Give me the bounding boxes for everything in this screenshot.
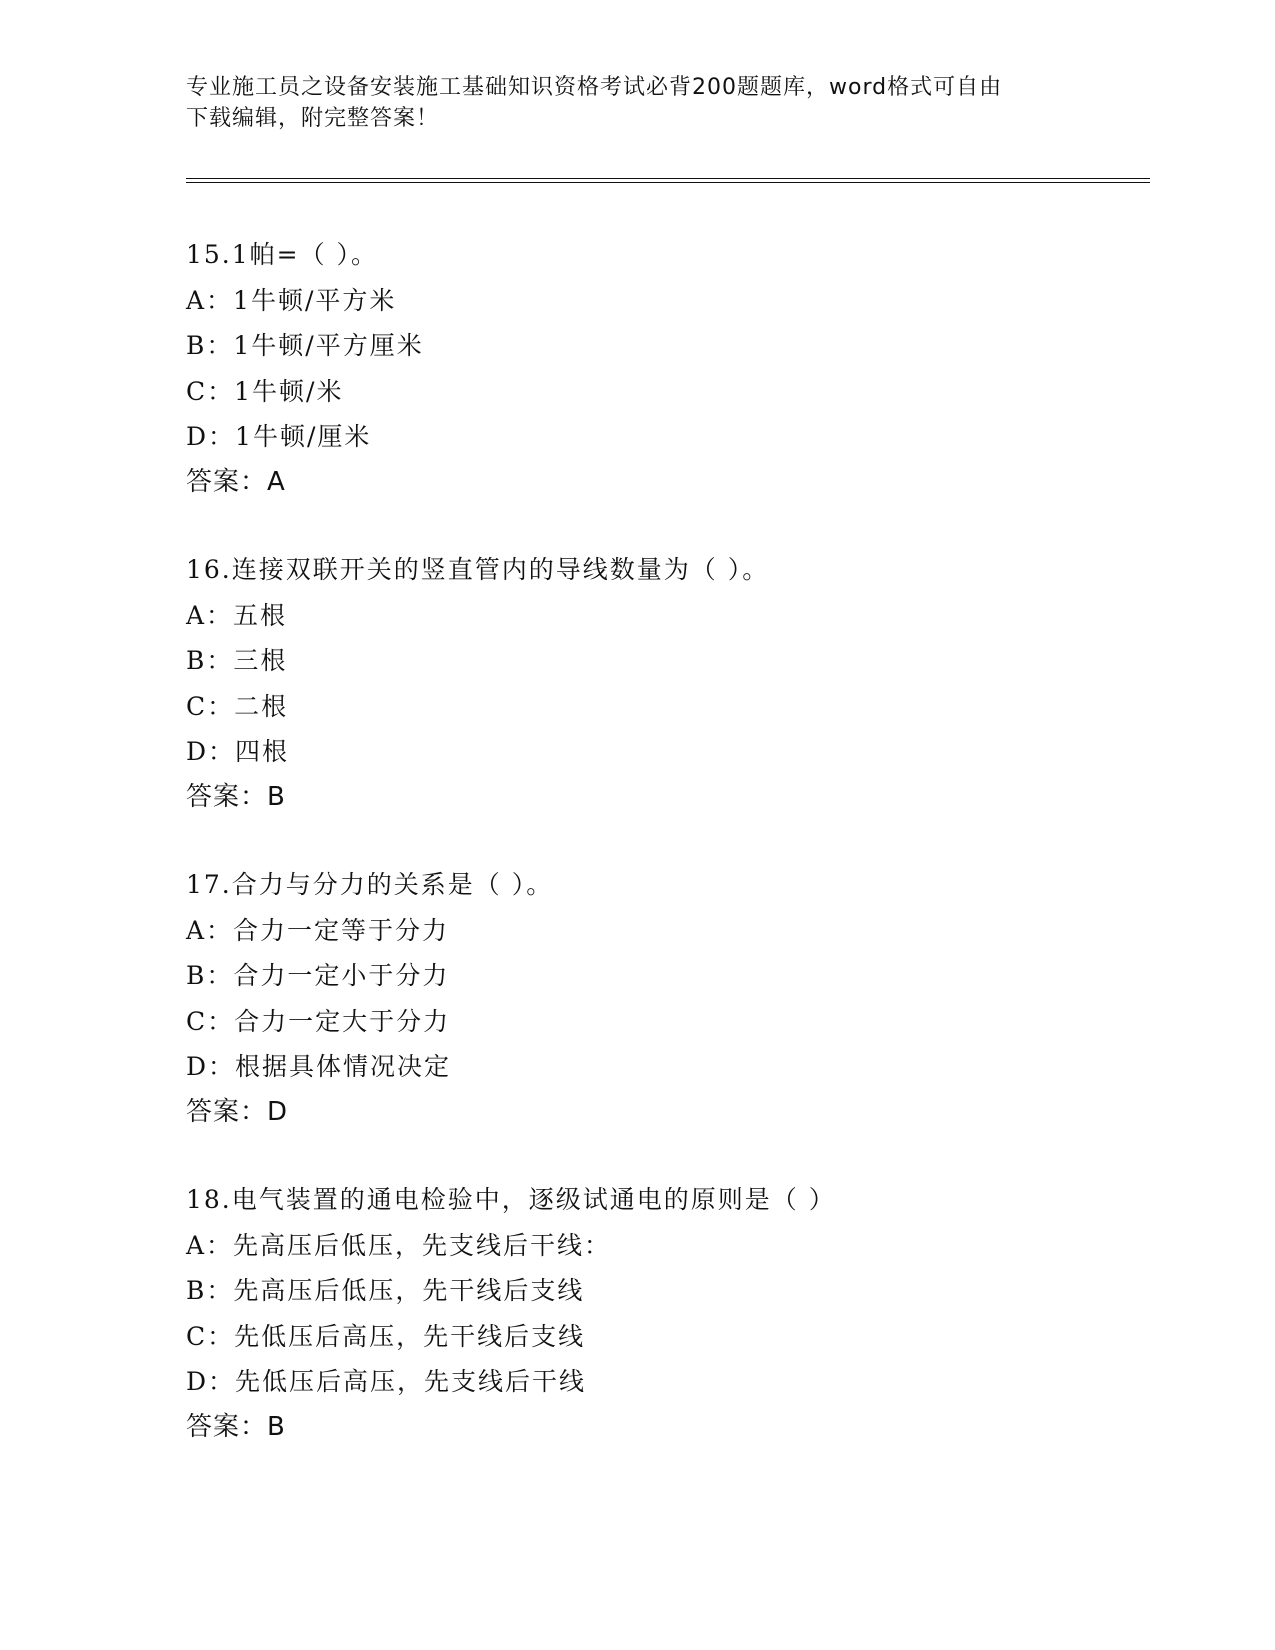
question-17: [186, 862, 1136, 1136]
option-b: B：合力一定小于分力: [186, 961, 450, 991]
option-a: A：1牛顿/平方米: [186, 285, 397, 315]
question-stem: 15.1帕=（ ）。: [186, 240, 379, 269]
option-a: A：五根: [186, 600, 288, 630]
answer-label: 答案：A: [186, 466, 286, 497]
question-16: [186, 547, 1136, 821]
answer-label: 答案：B: [186, 781, 286, 812]
option-c: C：二根: [186, 691, 289, 721]
option-d: D：四根: [186, 737, 290, 767]
option-a: A：先高压后低压，先支线后干线：: [186, 1230, 612, 1260]
question-18: [186, 1177, 1136, 1451]
header-divider-bottom: [186, 182, 1150, 183]
option-b: B：三根: [186, 646, 288, 676]
option-a: A：合力一定等于分力: [186, 915, 450, 945]
header-line-2: 下载编辑，附完整答案！: [186, 106, 440, 131]
header-divider-top: [186, 178, 1150, 179]
option-d: D：根据具体情况决定: [186, 1052, 452, 1082]
option-d: D：先低压后高压，先支线后干线: [186, 1367, 587, 1397]
question-15: [186, 232, 1136, 506]
option-c: C：1牛顿/米: [186, 376, 344, 406]
question-stem: 18.电气装置的通电检验中，逐级试通电的原则是（ ）: [186, 1185, 836, 1214]
answer-label: 答案：D: [186, 1096, 289, 1127]
option-b: B：1牛顿/平方厘米: [186, 331, 424, 361]
option-c: C：合力一定大于分力: [186, 1006, 451, 1036]
question-stem: 17.合力与分力的关系是（ ）。: [186, 870, 554, 899]
header-line-1: 专业施工员之设备安装施工基础知识资格考试必背200题题库，word格式可自由: [186, 75, 1003, 100]
option-b: B：先高压后低压，先干线后支线: [186, 1276, 585, 1306]
answer-label: 答案：B: [186, 1411, 286, 1442]
document-header: [186, 72, 1066, 134]
option-c: C：先低压后高压，先干线后支线: [186, 1321, 586, 1351]
option-d: D：1牛顿/厘米: [186, 422, 372, 452]
question-stem: 16.连接双联开关的竖直管内的导线数量为（ ）。: [186, 555, 770, 584]
